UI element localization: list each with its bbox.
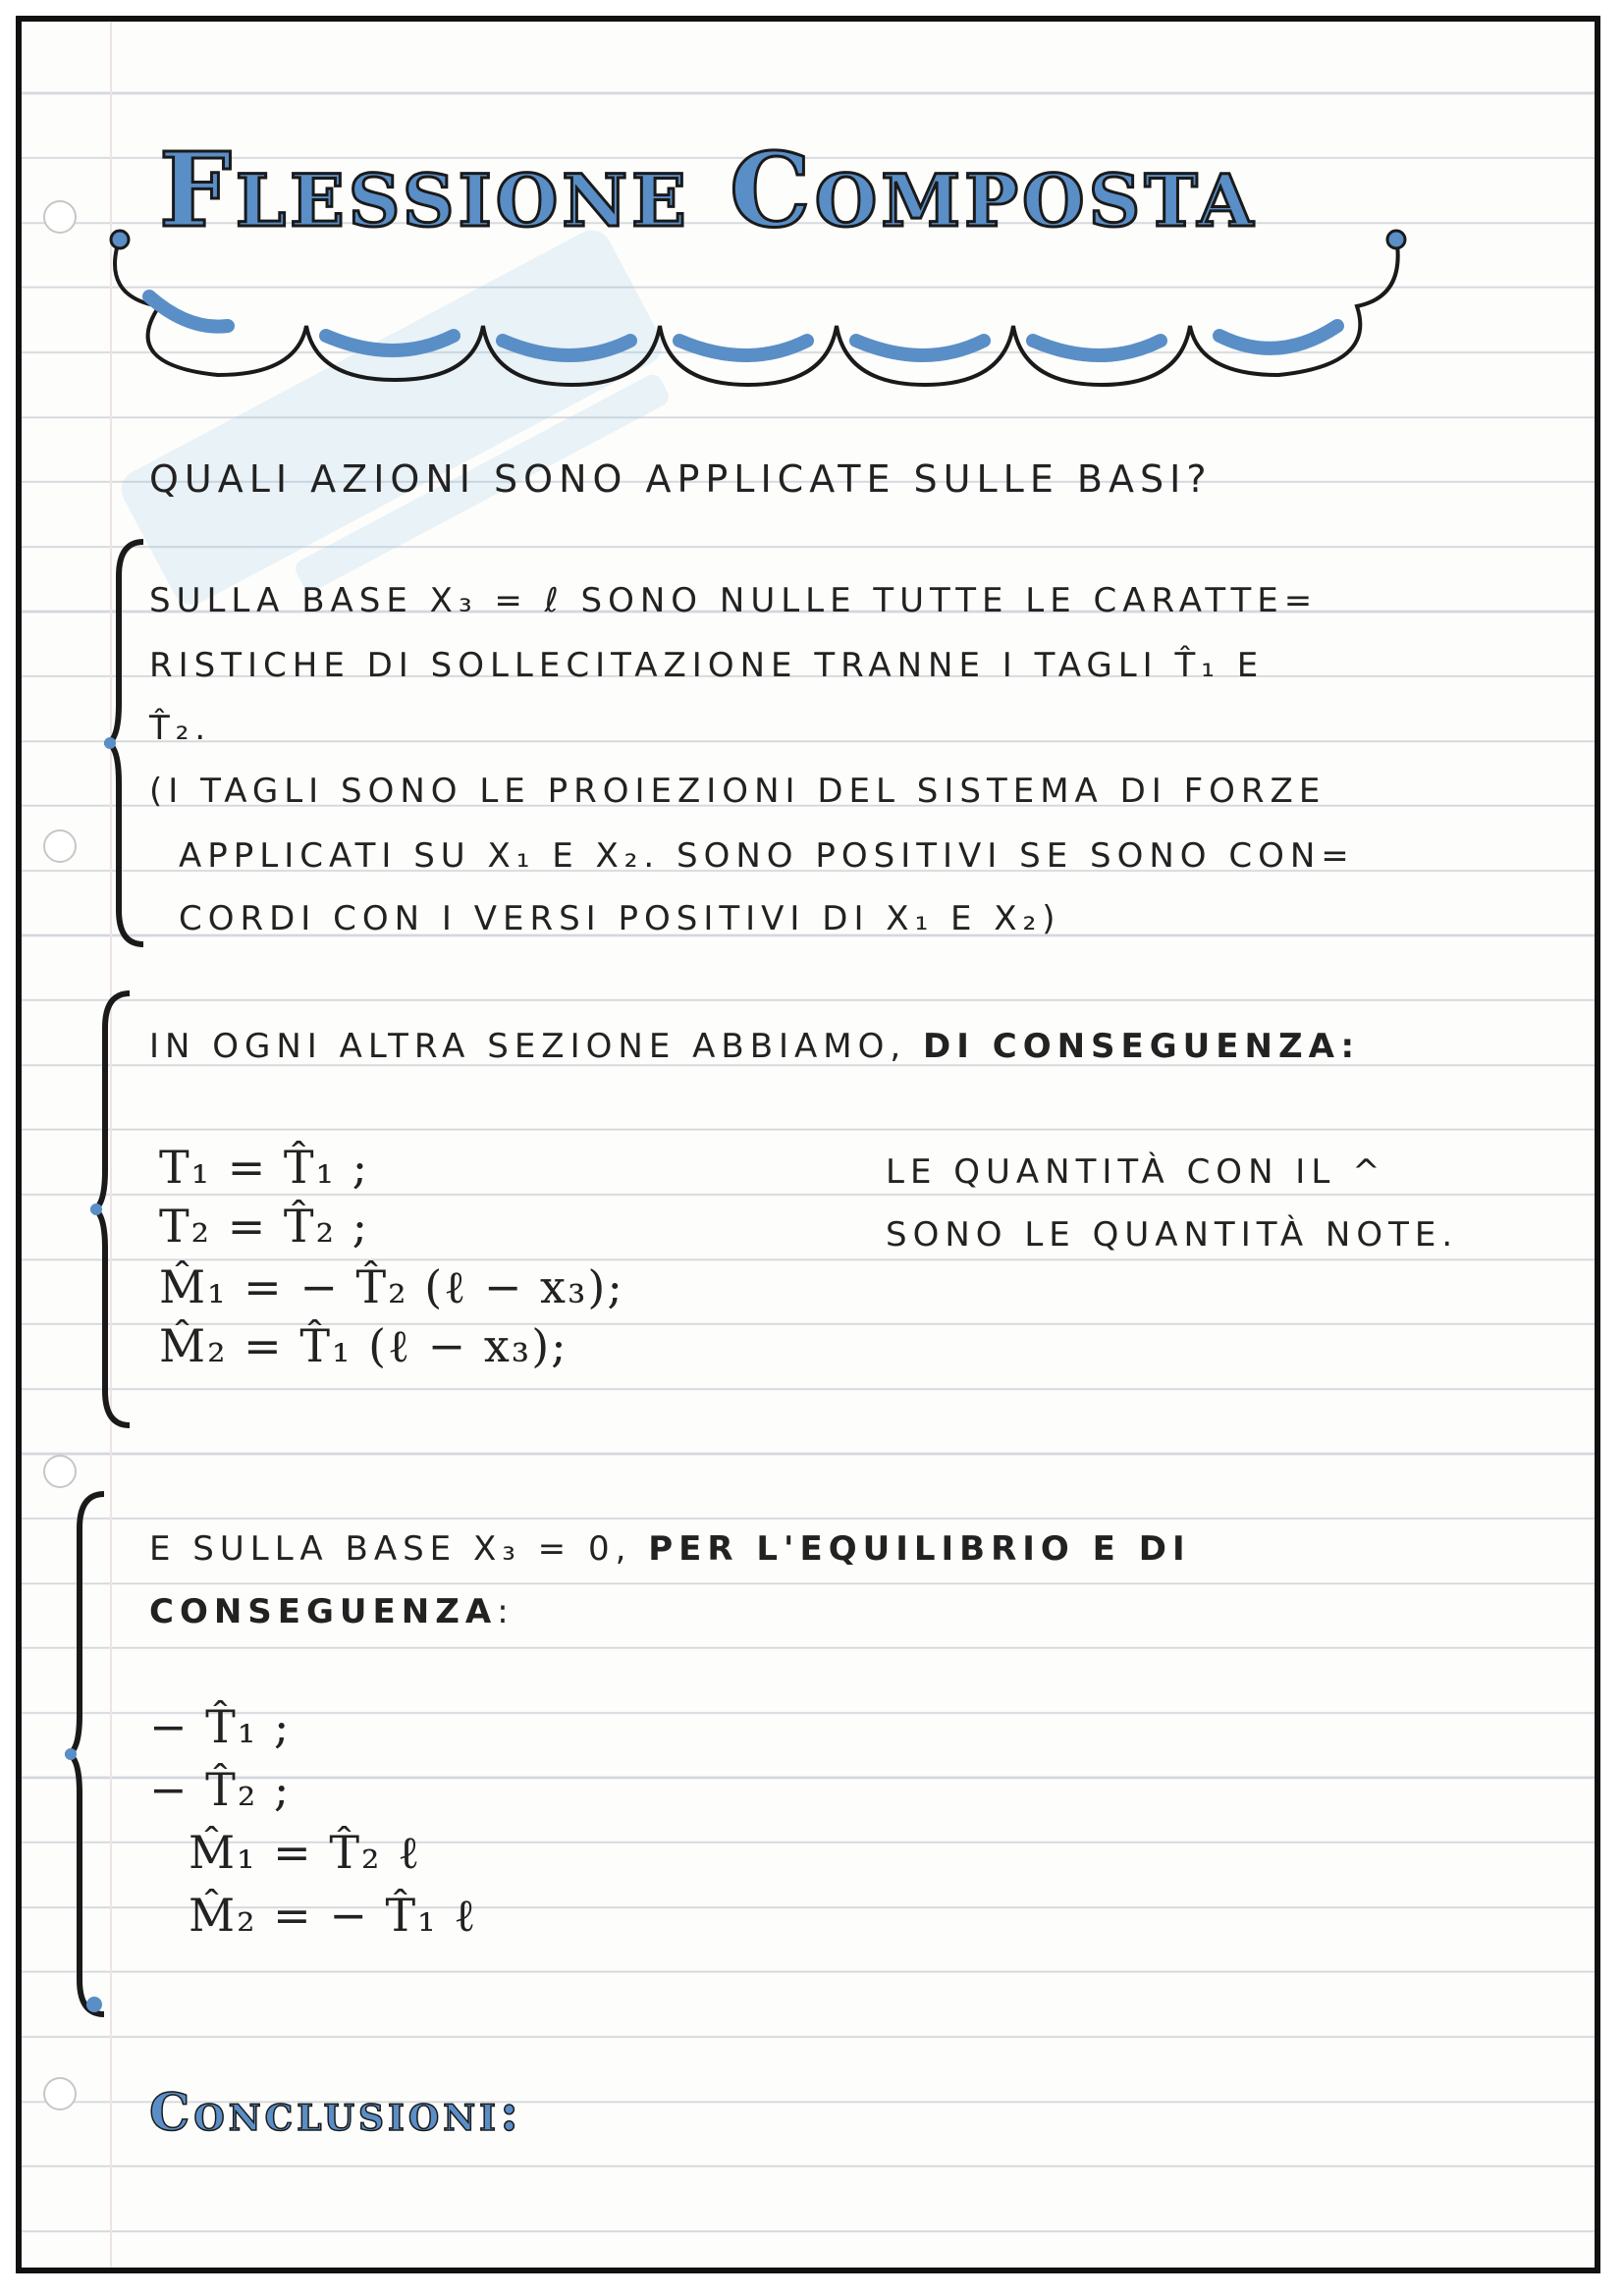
equation-t1: T₁ = T̂₁ ;	[159, 1141, 370, 1194]
block3-intro-text: E SULLA BASE X₃ = 0,	[149, 1529, 632, 1569]
conclusion-heading: Conclusioni:	[149, 2083, 523, 2143]
block3-intro-tail: :	[497, 1592, 514, 1631]
binder-hole	[43, 829, 77, 863]
block2-intro-text: IN OGNI ALTRA SEZIONE ABBIAMO,	[149, 1027, 907, 1066]
block3-intro-cont	[149, 1592, 514, 1631]
notebook-page	[16, 16, 1600, 2273]
equation-neg-t2: − T̂₂ ;	[149, 1763, 292, 1816]
binder-hole	[43, 1455, 77, 1488]
equation-t2: T₂ = T̂₂ ;	[159, 1200, 370, 1253]
block1-line5: APPLICATI SU X₁ E X₂. SONO POSITIVI SE SONO CON=	[179, 836, 1355, 876]
title-scallop-decoration	[100, 228, 1455, 404]
block1-line3: T̂₂.	[149, 709, 212, 748]
block3-intro-bold: PER L'EQUILIBRIO E DI	[648, 1529, 1191, 1569]
block2-intro-bold: DI CONSEGUENZA:	[923, 1027, 1361, 1066]
block1-line1: SULLA BASE X₃ = ℓ SONO NULLE TUTTE LE CARATTE=	[149, 581, 1319, 620]
binder-hole	[43, 200, 77, 234]
equation-m1-base: M̂₁ = T̂₂ ℓ	[189, 1826, 422, 1879]
page-title: Flessione Composta	[159, 130, 1258, 250]
binder-hole	[43, 2077, 77, 2110]
equation-neg-t1: − T̂₁ ;	[149, 1700, 292, 1753]
block3-intro	[149, 1529, 1191, 1569]
block1-line6: CORDI CON I VERSI POSITIVI DI X₁ E X₂)	[179, 899, 1061, 938]
equation-m1: M̂₁ = − T̂₂ (ℓ − x₃);	[159, 1260, 624, 1313]
curly-brace	[104, 537, 153, 949]
note-line1: LE QUANTITÀ CON IL ^	[886, 1152, 1386, 1192]
block3-intro-bold2: CONSEGUENZA	[149, 1592, 498, 1631]
note-line2: SONO LE QUANTITÀ NOTE.	[886, 1215, 1459, 1255]
curly-brace	[90, 988, 139, 1430]
block2-intro	[149, 1027, 1360, 1066]
curly-brace	[65, 1489, 114, 2019]
block1-line2: RISTICHE DI SOLLECITAZIONE TRANNE I TAGLI T̂₁ E	[149, 646, 1265, 685]
equation-m2-base: M̂₂ = − T̂₁ ℓ	[189, 1889, 478, 1942]
block1-line4: (I TAGLI SONO LE PROIEZIONI DEL SISTEMA DI FORZE	[149, 772, 1326, 811]
equation-m2: M̂₂ = T̂₁ (ℓ − x₃);	[159, 1319, 568, 1372]
question-text: QUALI AZIONI SONO APPLICATE SULLE BASI?	[149, 457, 1213, 501]
